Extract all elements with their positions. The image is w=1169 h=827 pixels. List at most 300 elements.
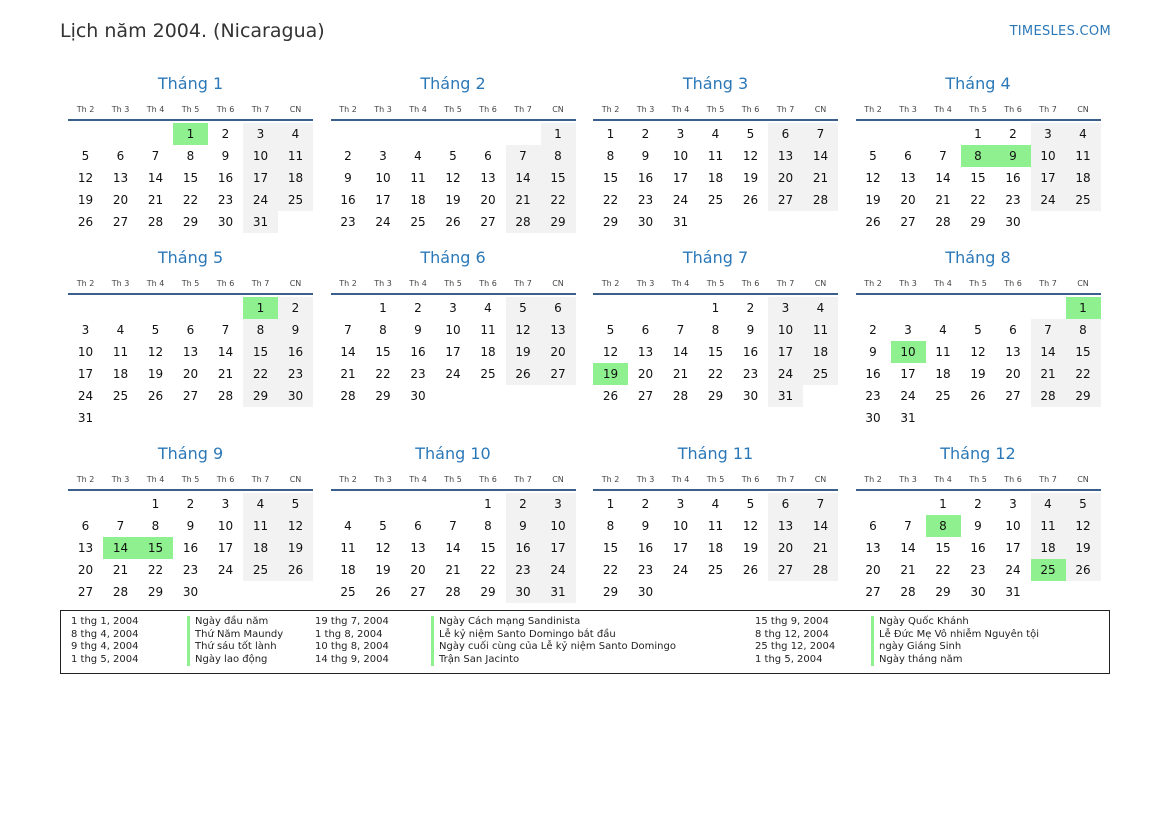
day-cell[interactable]: 6 <box>641 323 650 337</box>
day-cell[interactable]: 16 <box>637 541 654 555</box>
day-cell[interactable]: 1 <box>974 127 982 141</box>
day-cell[interactable]: 22 <box>182 193 199 207</box>
day-cell[interactable]: 25 <box>243 559 278 581</box>
day-cell[interactable]: 3 <box>81 323 90 337</box>
day-cell[interactable]: 14 <box>900 541 916 555</box>
day-cell[interactable]: 19 <box>865 193 881 207</box>
day-cell[interactable]: 20 <box>541 341 576 363</box>
day-cell[interactable]: 7 <box>1031 319 1066 341</box>
day-cell[interactable]: 11 <box>480 323 496 337</box>
day-cell[interactable]: 30 <box>637 215 654 229</box>
day-cell[interactable]: 29 <box>602 215 619 229</box>
day-cell[interactable]: 23 <box>970 563 986 577</box>
day-cell[interactable]: 12 <box>602 345 619 359</box>
day-cell[interactable]: 22 <box>480 563 496 577</box>
day-cell[interactable]: 5 <box>379 519 387 533</box>
day-cell[interactable]: 3 <box>676 497 685 511</box>
day-cell[interactable]: 21 <box>147 193 164 207</box>
day-cell[interactable]: 12 <box>445 171 461 185</box>
day-cell[interactable]: 5 <box>278 493 313 515</box>
day-cell[interactable]: 5 <box>1066 493 1101 515</box>
day-cell[interactable]: 3 <box>379 149 387 163</box>
day-cell[interactable]: 26 <box>1066 559 1101 581</box>
day-cell[interactable]: 20 <box>410 563 426 577</box>
day-cell[interactable]: 30 <box>865 411 881 425</box>
day-cell[interactable]: 28 <box>1031 385 1066 407</box>
day-cell[interactable]: 13 <box>541 319 576 341</box>
day-cell[interactable]: 22 <box>935 563 951 577</box>
day-cell[interactable]: 14 <box>340 345 356 359</box>
day-cell[interactable]: 9 <box>344 171 352 185</box>
day-cell[interactable]: 18 <box>1066 167 1101 189</box>
day-cell[interactable]: 23 <box>182 563 199 577</box>
day-cell[interactable]: 11 <box>1031 515 1066 537</box>
day-cell[interactable]: 15 <box>480 541 496 555</box>
day-cell[interactable]: 18 <box>340 563 356 577</box>
day-cell[interactable]: 14 <box>445 541 461 555</box>
day-cell[interactable]: 3 <box>1009 497 1017 511</box>
day-cell[interactable]: 19 <box>506 341 541 363</box>
day-cell[interactable]: 31 <box>1005 585 1021 599</box>
day-cell[interactable]: 28 <box>445 585 461 599</box>
day-cell[interactable]: 23 <box>637 193 654 207</box>
day-cell[interactable]: 23 <box>637 563 654 577</box>
day-cell[interactable]: 21 <box>112 563 129 577</box>
day-cell[interactable]: 25 <box>803 363 838 385</box>
day-cell[interactable]: 8 <box>541 145 576 167</box>
day-cell[interactable]: 24 <box>77 389 94 403</box>
day-cell[interactable]: 14 <box>506 167 541 189</box>
day-cell[interactable]: 26 <box>506 363 541 385</box>
day-cell[interactable]: 22 <box>970 193 986 207</box>
day-cell[interactable]: 15 <box>602 171 619 185</box>
day-cell[interactable]: 20 <box>637 367 654 381</box>
day-cell[interactable]: 1 <box>379 301 387 315</box>
day-cell[interactable]: 28 <box>217 389 234 403</box>
day-cell[interactable]: 7 <box>803 493 838 515</box>
day-cell[interactable]: 27 <box>541 363 576 385</box>
day-cell[interactable]: 10 <box>375 171 391 185</box>
day-cell[interactable]: 10 <box>1031 145 1066 167</box>
day-cell[interactable]: 17 <box>217 541 234 555</box>
day-cell[interactable]: 21 <box>445 563 461 577</box>
day-cell[interactable]: 16 <box>217 171 234 185</box>
day-cell[interactable]: 22 <box>602 193 619 207</box>
day-cell[interactable]: 16 <box>865 367 881 381</box>
day-cell[interactable]: 11 <box>803 319 838 341</box>
day-cell[interactable]: 21 <box>803 167 838 189</box>
day-cell[interactable]: 17 <box>445 345 461 359</box>
day-cell[interactable]: 10 <box>672 149 689 163</box>
day-cell[interactable]: 4 <box>1031 493 1066 515</box>
day-cell[interactable]: 29 <box>182 215 199 229</box>
day-cell[interactable]: 7 <box>449 519 457 533</box>
day-cell[interactable]: 9 <box>186 519 195 533</box>
day-cell[interactable]: 16 <box>742 345 759 359</box>
day-cell[interactable]: 1 <box>243 297 278 319</box>
day-cell[interactable]: 25 <box>480 367 496 381</box>
day-cell[interactable]: 27 <box>112 215 129 229</box>
day-cell[interactable]: 15 <box>602 541 619 555</box>
day-cell[interactable]: 22 <box>243 363 278 385</box>
day-cell[interactable]: 4 <box>711 497 720 511</box>
day-cell[interactable]: 10 <box>768 319 803 341</box>
day-cell[interactable]: 8 <box>606 519 615 533</box>
day-cell[interactable]: 24 <box>672 563 689 577</box>
day-cell[interactable]: 22 <box>707 367 724 381</box>
day-cell[interactable]: 11 <box>410 171 426 185</box>
day-cell[interactable]: 15 <box>541 167 576 189</box>
day-cell[interactable]: 2 <box>414 301 422 315</box>
day-cell[interactable]: 13 <box>77 541 94 555</box>
day-cell[interactable]: 10 <box>243 145 278 167</box>
day-cell[interactable]: 19 <box>375 563 391 577</box>
day-cell[interactable]: 12 <box>742 519 759 533</box>
day-cell[interactable]: 29 <box>243 385 278 407</box>
day-cell[interactable]: 9 <box>974 519 982 533</box>
day-cell[interactable]: 23 <box>410 367 426 381</box>
day-cell[interactable]: 8 <box>484 519 492 533</box>
day-cell[interactable]: 13 <box>182 345 199 359</box>
day-cell[interactable]: 16 <box>970 541 986 555</box>
day-cell[interactable]: 13 <box>112 171 129 185</box>
day-cell[interactable]: 9 <box>869 345 877 359</box>
day-cell[interactable]: 3 <box>243 123 278 145</box>
day-cell[interactable]: 2 <box>278 297 313 319</box>
day-cell[interactable]: 26 <box>865 215 881 229</box>
day-cell[interactable]: 20 <box>112 193 129 207</box>
day-cell[interactable]: 3 <box>1031 123 1066 145</box>
day-cell[interactable]: 25 <box>1031 559 1066 581</box>
day-cell[interactable]: 29 <box>541 211 576 233</box>
day-cell[interactable]: 4 <box>711 127 720 141</box>
day-cell[interactable]: 15 <box>182 171 199 185</box>
day-cell[interactable]: 15 <box>375 345 391 359</box>
day-cell[interactable]: 9 <box>221 149 230 163</box>
day-cell[interactable]: 10 <box>541 515 576 537</box>
day-cell[interactable]: 18 <box>1031 537 1066 559</box>
day-cell[interactable]: 10 <box>217 519 234 533</box>
day-cell[interactable]: 13 <box>480 171 496 185</box>
day-cell[interactable]: 1 <box>151 497 160 511</box>
day-cell[interactable]: 29 <box>147 585 164 599</box>
day-cell[interactable]: 11 <box>707 149 724 163</box>
day-cell[interactable]: 30 <box>278 385 313 407</box>
day-cell[interactable]: 15 <box>243 341 278 363</box>
day-cell[interactable]: 13 <box>865 541 881 555</box>
day-cell[interactable]: 6 <box>484 149 492 163</box>
day-cell[interactable]: 19 <box>593 363 628 385</box>
day-cell[interactable]: 6 <box>904 149 912 163</box>
day-cell[interactable]: 23 <box>217 193 234 207</box>
day-cell[interactable]: 30 <box>506 581 541 603</box>
day-cell[interactable]: 25 <box>1066 189 1101 211</box>
day-cell[interactable]: 2 <box>1009 127 1017 141</box>
day-cell[interactable]: 19 <box>1066 537 1101 559</box>
day-cell[interactable]: 17 <box>375 193 391 207</box>
day-cell[interactable]: 24 <box>541 559 576 581</box>
day-cell[interactable]: 30 <box>217 215 234 229</box>
day-cell[interactable]: 24 <box>1005 563 1021 577</box>
day-cell[interactable]: 28 <box>900 585 916 599</box>
day-cell[interactable]: 26 <box>278 559 313 581</box>
day-cell[interactable]: 11 <box>340 541 356 555</box>
day-cell[interactable]: 31 <box>77 411 94 425</box>
day-cell[interactable]: 13 <box>410 541 426 555</box>
day-cell[interactable]: 7 <box>803 123 838 145</box>
day-cell[interactable]: 7 <box>904 519 912 533</box>
day-cell[interactable]: 11 <box>707 519 724 533</box>
day-cell[interactable]: 19 <box>970 367 986 381</box>
day-cell[interactable]: 18 <box>935 367 951 381</box>
day-cell[interactable]: 25 <box>112 389 129 403</box>
day-cell[interactable]: 22 <box>541 189 576 211</box>
day-cell[interactable]: 14 <box>803 145 838 167</box>
day-cell[interactable]: 14 <box>803 515 838 537</box>
day-cell[interactable]: 26 <box>375 585 391 599</box>
day-cell[interactable]: 8 <box>606 149 615 163</box>
day-cell[interactable]: 22 <box>375 367 391 381</box>
day-cell[interactable]: 16 <box>278 341 313 363</box>
day-cell[interactable]: 19 <box>147 367 164 381</box>
day-cell[interactable]: 26 <box>147 389 164 403</box>
day-cell[interactable]: 2 <box>641 127 650 141</box>
day-cell[interactable]: 16 <box>340 193 356 207</box>
day-cell[interactable]: 5 <box>746 127 755 141</box>
day-cell[interactable]: 19 <box>445 193 461 207</box>
day-cell[interactable]: 8 <box>379 323 387 337</box>
day-cell[interactable]: 10 <box>672 519 689 533</box>
day-cell[interactable]: 17 <box>1005 541 1021 555</box>
day-cell[interactable]: 24 <box>900 389 916 403</box>
day-cell[interactable]: 9 <box>746 323 755 337</box>
day-cell[interactable]: 8 <box>711 323 720 337</box>
day-cell[interactable]: 20 <box>77 563 94 577</box>
day-cell[interactable]: 1 <box>173 123 208 145</box>
day-cell[interactable]: 23 <box>278 363 313 385</box>
day-cell[interactable]: 9 <box>641 519 650 533</box>
day-cell[interactable]: 14 <box>147 171 164 185</box>
day-cell[interactable]: 20 <box>768 167 803 189</box>
day-cell[interactable]: 8 <box>961 145 996 167</box>
day-cell[interactable]: 9 <box>414 323 422 337</box>
day-cell[interactable]: 11 <box>935 345 951 359</box>
day-cell[interactable]: 24 <box>768 363 803 385</box>
day-cell[interactable]: 11 <box>112 345 129 359</box>
day-cell[interactable]: 24 <box>375 215 391 229</box>
day-cell[interactable]: 12 <box>147 345 164 359</box>
day-cell[interactable]: 6 <box>81 519 90 533</box>
day-cell[interactable]: 27 <box>480 215 496 229</box>
day-cell[interactable]: 19 <box>742 171 759 185</box>
day-cell[interactable]: 24 <box>217 563 234 577</box>
day-cell[interactable]: 10 <box>1005 519 1021 533</box>
brand-link[interactable]: TIMESLES.COM <box>1009 24 1111 39</box>
day-cell[interactable]: 23 <box>1005 193 1021 207</box>
day-cell[interactable]: 17 <box>1031 167 1066 189</box>
day-cell[interactable]: 21 <box>900 563 916 577</box>
day-cell[interactable]: 25 <box>340 585 356 599</box>
day-cell[interactable]: 10 <box>445 323 461 337</box>
day-cell[interactable]: 15 <box>138 537 173 559</box>
day-cell[interactable]: 9 <box>641 149 650 163</box>
day-cell[interactable]: 14 <box>103 537 138 559</box>
day-cell[interactable]: 6 <box>186 323 195 337</box>
day-cell[interactable]: 1 <box>711 301 720 315</box>
day-cell[interactable]: 4 <box>278 123 313 145</box>
day-cell[interactable]: 27 <box>77 585 94 599</box>
day-cell[interactable]: 14 <box>935 171 951 185</box>
day-cell[interactable]: 27 <box>182 389 199 403</box>
day-cell[interactable]: 11 <box>278 145 313 167</box>
day-cell[interactable]: 25 <box>278 189 313 211</box>
day-cell[interactable]: 8 <box>926 515 961 537</box>
day-cell[interactable]: 28 <box>340 389 356 403</box>
day-cell[interactable]: 12 <box>970 345 986 359</box>
day-cell[interactable]: 12 <box>865 171 881 185</box>
day-cell[interactable]: 8 <box>243 319 278 341</box>
day-cell[interactable]: 15 <box>970 171 986 185</box>
day-cell[interactable]: 6 <box>768 123 803 145</box>
day-cell[interactable]: 27 <box>768 189 803 211</box>
day-cell[interactable]: 24 <box>672 193 689 207</box>
day-cell[interactable]: 25 <box>410 215 426 229</box>
day-cell[interactable]: 30 <box>182 585 199 599</box>
day-cell[interactable]: 6 <box>768 493 803 515</box>
day-cell[interactable]: 19 <box>77 193 94 207</box>
day-cell[interactable]: 6 <box>869 519 877 533</box>
day-cell[interactable]: 17 <box>77 367 94 381</box>
day-cell[interactable]: 29 <box>480 585 496 599</box>
day-cell[interactable]: 1 <box>606 497 615 511</box>
day-cell[interactable]: 8 <box>151 519 160 533</box>
day-cell[interactable]: 30 <box>1005 215 1021 229</box>
day-cell[interactable]: 2 <box>186 497 195 511</box>
day-cell[interactable]: 7 <box>221 323 230 337</box>
day-cell[interactable]: 7 <box>344 323 352 337</box>
day-cell[interactable]: 25 <box>935 389 951 403</box>
day-cell[interactable]: 15 <box>1066 341 1101 363</box>
day-cell[interactable]: 24 <box>1031 189 1066 211</box>
day-cell[interactable]: 17 <box>900 367 916 381</box>
day-cell[interactable]: 3 <box>676 127 685 141</box>
day-cell[interactable]: 12 <box>77 171 94 185</box>
day-cell[interactable]: 27 <box>410 585 426 599</box>
day-cell[interactable]: 23 <box>742 367 759 381</box>
day-cell[interactable]: 4 <box>939 323 947 337</box>
day-cell[interactable]: 28 <box>112 585 129 599</box>
day-cell[interactable]: 26 <box>742 193 759 207</box>
day-cell[interactable]: 28 <box>672 389 689 403</box>
day-cell[interactable]: 9 <box>996 145 1031 167</box>
day-cell[interactable]: 22 <box>602 563 619 577</box>
day-cell[interactable]: 20 <box>1005 367 1021 381</box>
day-cell[interactable]: 18 <box>803 341 838 363</box>
day-cell[interactable]: 13 <box>1005 345 1021 359</box>
day-cell[interactable]: 27 <box>637 389 654 403</box>
day-cell[interactable]: 30 <box>637 585 654 599</box>
day-cell[interactable]: 2 <box>974 497 982 511</box>
day-cell[interactable]: 19 <box>742 541 759 555</box>
day-cell[interactable]: 16 <box>637 171 654 185</box>
day-cell[interactable]: 16 <box>1005 171 1021 185</box>
day-cell[interactable]: 26 <box>970 389 986 403</box>
day-cell[interactable]: 4 <box>803 297 838 319</box>
day-cell[interactable]: 31 <box>900 411 916 425</box>
day-cell[interactable]: 2 <box>506 493 541 515</box>
day-cell[interactable]: 16 <box>506 537 541 559</box>
day-cell[interactable]: 17 <box>672 171 689 185</box>
day-cell[interactable]: 21 <box>340 367 356 381</box>
day-cell[interactable]: 27 <box>768 559 803 581</box>
day-cell[interactable]: 17 <box>768 341 803 363</box>
day-cell[interactable]: 5 <box>606 323 615 337</box>
day-cell[interactable]: 30 <box>410 389 426 403</box>
day-cell[interactable]: 18 <box>480 345 496 359</box>
day-cell[interactable]: 31 <box>672 215 689 229</box>
day-cell[interactable]: 9 <box>278 319 313 341</box>
day-cell[interactable]: 12 <box>1066 515 1101 537</box>
day-cell[interactable]: 26 <box>445 215 461 229</box>
day-cell[interactable]: 12 <box>375 541 391 555</box>
day-cell[interactable]: 3 <box>768 297 803 319</box>
day-cell[interactable]: 27 <box>1005 389 1021 403</box>
day-cell[interactable]: 18 <box>278 167 313 189</box>
day-cell[interactable]: 11 <box>1066 145 1101 167</box>
day-cell[interactable]: 21 <box>803 537 838 559</box>
day-cell[interactable]: 13 <box>900 171 916 185</box>
day-cell[interactable]: 12 <box>506 319 541 341</box>
day-cell[interactable]: 2 <box>344 149 352 163</box>
day-cell[interactable]: 2 <box>869 323 877 337</box>
day-cell[interactable]: 7 <box>506 145 541 167</box>
day-cell[interactable]: 31 <box>541 581 576 603</box>
day-cell[interactable]: 5 <box>869 149 877 163</box>
day-cell[interactable]: 5 <box>449 149 457 163</box>
day-cell[interactable]: 6 <box>1009 323 1017 337</box>
day-cell[interactable]: 20 <box>900 193 916 207</box>
day-cell[interactable]: 25 <box>707 563 724 577</box>
day-cell[interactable]: 30 <box>742 389 759 403</box>
day-cell[interactable]: 13 <box>768 515 803 537</box>
day-cell[interactable]: 28 <box>803 559 838 581</box>
day-cell[interactable]: 13 <box>637 345 654 359</box>
day-cell[interactable]: 5 <box>151 323 160 337</box>
day-cell[interactable]: 1 <box>484 497 492 511</box>
day-cell[interactable]: 12 <box>742 149 759 163</box>
day-cell[interactable]: 4 <box>243 493 278 515</box>
day-cell[interactable]: 2 <box>641 497 650 511</box>
day-cell[interactable]: 3 <box>449 301 457 315</box>
day-cell[interactable]: 17 <box>541 537 576 559</box>
day-cell[interactable]: 4 <box>344 519 352 533</box>
day-cell[interactable]: 29 <box>935 585 951 599</box>
day-cell[interactable]: 5 <box>974 323 982 337</box>
day-cell[interactable]: 8 <box>186 149 195 163</box>
day-cell[interactable]: 7 <box>676 323 685 337</box>
day-cell[interactable]: 24 <box>445 367 461 381</box>
day-cell[interactable]: 14 <box>217 345 234 359</box>
day-cell[interactable]: 18 <box>243 537 278 559</box>
day-cell[interactable]: 5 <box>746 497 755 511</box>
day-cell[interactable]: 26 <box>742 563 759 577</box>
day-cell[interactable]: 12 <box>278 515 313 537</box>
day-cell[interactable]: 1 <box>606 127 615 141</box>
day-cell[interactable]: 1 <box>939 497 947 511</box>
day-cell[interactable]: 7 <box>116 519 125 533</box>
day-cell[interactable]: 27 <box>865 585 881 599</box>
day-cell[interactable]: 19 <box>278 537 313 559</box>
